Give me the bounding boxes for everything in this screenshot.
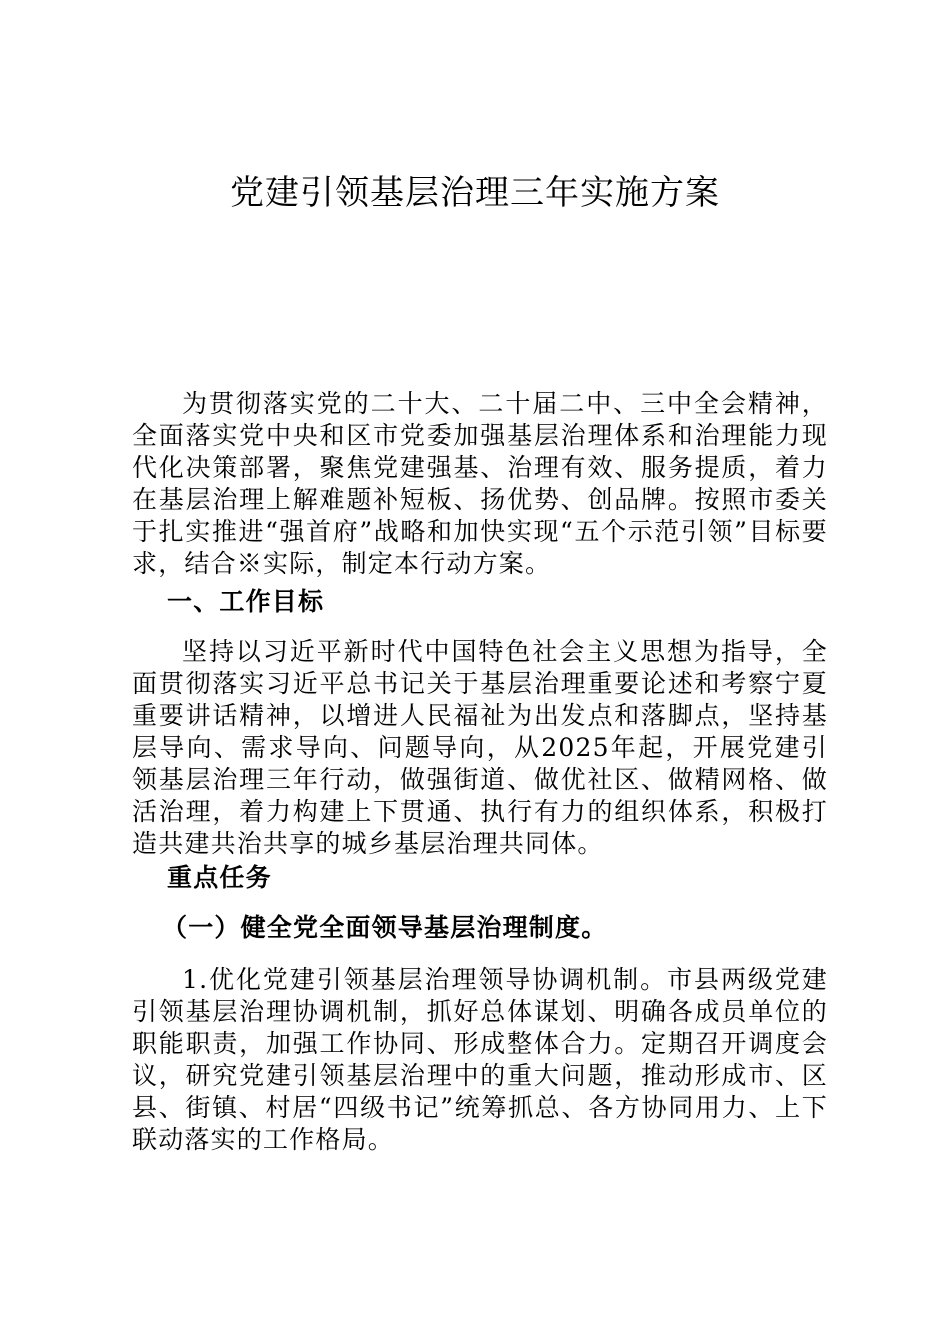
intro-paragraph: 为贯彻落实党的二十大、二十届二中、三中全会精神，全面落实党中央和区市党委加强基层治理体系和治理能力现代化决策部署，聚焦党建强基、治理有效、服务提质，着力在基层治理上解难题补短板、扬优势、创品牌。按照市委关于扎实推进“强首府”战略和加快实现“五个示范引领”目标要求，结合※实际，制定本行动方案。 [132,389,828,578]
section-heading-tasks: 重点任务 [167,863,272,892]
subsection-heading-1: （一）健全党全面领导基层治理制度。 [162,913,608,942]
goal-paragraph: 坚持以习近平新时代中国特色社会主义思想为指导，全面贯彻落实习近平总书记关于基层治理重要论述和考察宁夏重要讲话精神，以增进人民福祉为出发点和落脚点，坚持基层导向、需求导向、问题导向，从2025年起，开展党建引领基层治理三年行动，做强街道、做优社区、做精网格、做活治理，着力构建上下贯通、执行有力的组织体系，积极打造共建共治共享的城乡基层治理共同体。 [132,637,828,858]
task-item-paragraph: 1.优化党建引领基层治理领导协调机制。市县两级党建引领基层治理协调机制，抓好总体谋划、明确各成员单位的职能职责，加强工作协同、形成整体合力。定期召开调度会议，研究党建引领基层治理中的重大问题，推动形成市、区县、街镇、村居“四级书记”统筹抓总、各方协同用力、上下联动落实的工作格局。 [132,965,828,1154]
page-title: 党建引领基层治理三年实施方案 [230,173,720,213]
section-heading-goal: 一、工作目标 [167,587,325,616]
